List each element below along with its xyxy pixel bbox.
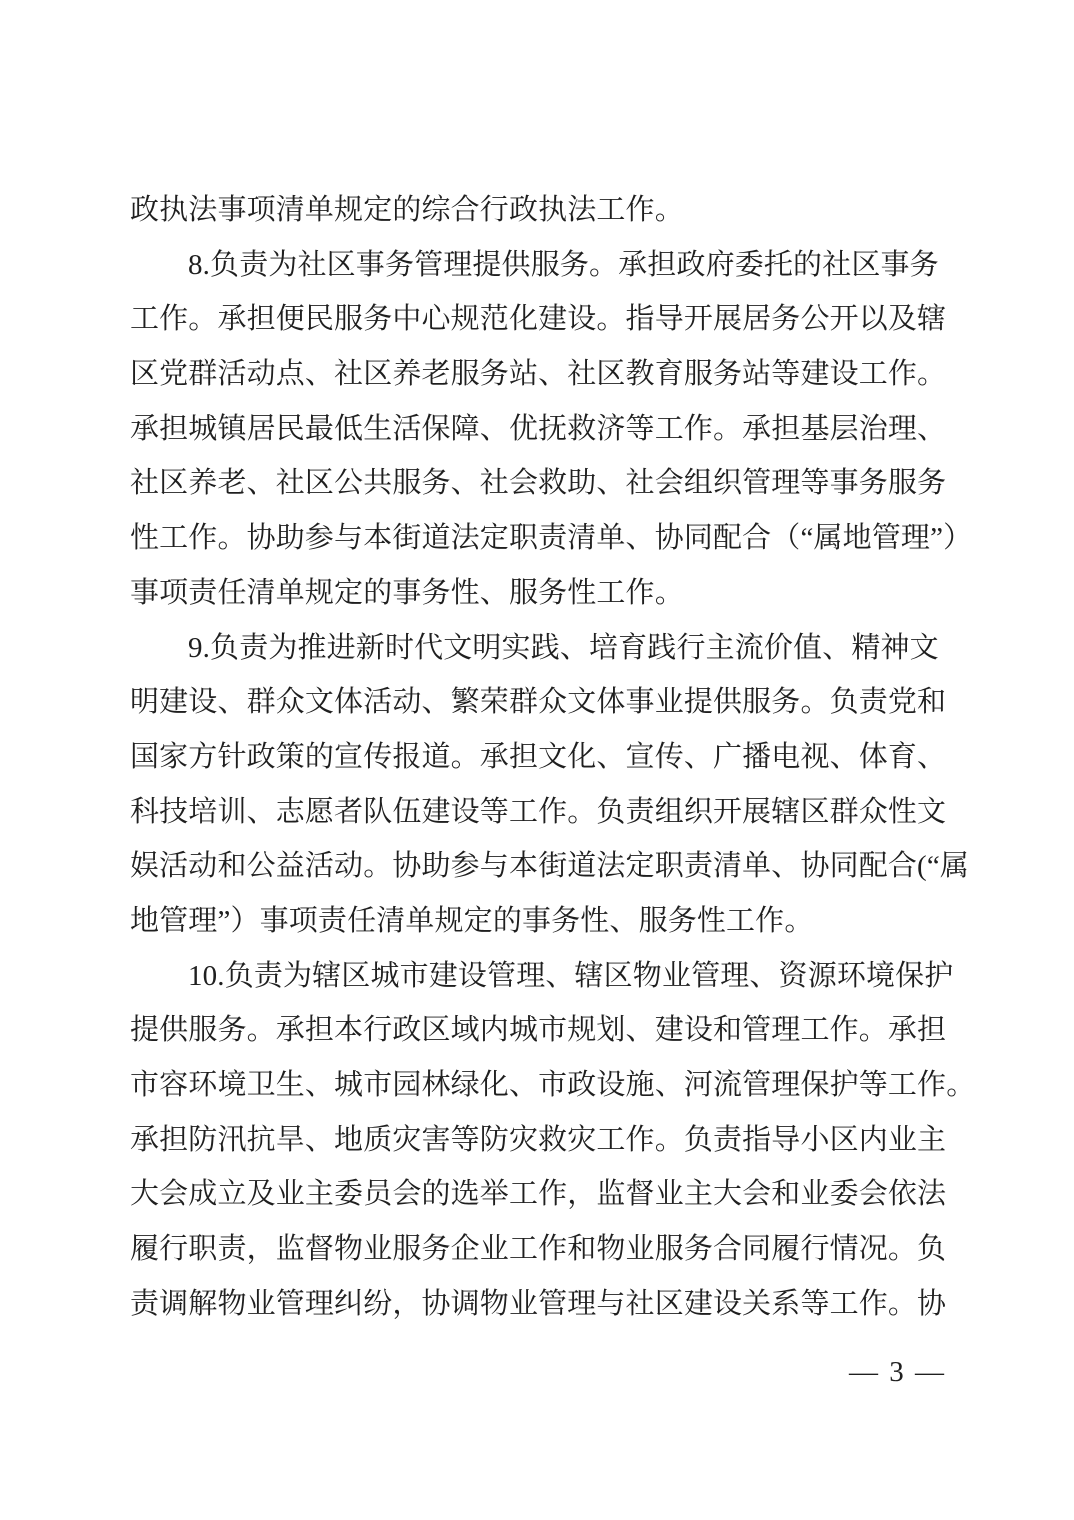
text-line: 提供服务。承担本行政区域内城市规划、建设和管理工作。承担 bbox=[130, 1014, 947, 1047]
text-line: 社区养老、社区公共服务、社会救助、社会组织管理等事务服务 bbox=[130, 467, 947, 500]
text-line: 政执法事项清单规定的综合行政执法工作。 bbox=[130, 194, 684, 226]
text-line: 大会成立及业主委员会的选举工作，监督业主大会和业委会依法 bbox=[130, 1178, 947, 1211]
text-line: 地管理”）事项责任清单规定的事务性、服务性工作。 bbox=[130, 904, 814, 937]
page-number: — 3 — bbox=[849, 1356, 946, 1388]
text-line: 履行职责，监督物业服务企业工作和物业服务合同履行情况。负 bbox=[130, 1233, 947, 1266]
text-line: 承担城镇居民最低生活保障、优抚救济等工作。承担基层治理、 bbox=[130, 412, 947, 445]
text-line: 10.负责为辖区城市建设管理、辖区物业管理、资源环境保护 bbox=[188, 959, 954, 992]
text-line: 责调解物业管理纠纷，协调物业管理与社区建设关系等工作。协 bbox=[130, 1287, 947, 1320]
text-line: 承担防汛抗旱、地质灾害等防灾救灾工作。负责指导小区内业主 bbox=[130, 1123, 947, 1156]
text-line: 性工作。协助参与本街道法定职责清单、协同配合（“属地管理”） bbox=[130, 522, 973, 555]
text-line: 8.负责为社区事务管理提供服务。承担政府委托的社区事务 bbox=[188, 248, 939, 281]
text-line: 娱活动和公益活动。协助参与本街道法定职责清单、协同配合(“属 bbox=[130, 850, 970, 883]
document-body bbox=[130, 183, 976, 1331]
text-line: 明建设、群众文体活动、繁荣群众文体事业提供服务。负责党和 bbox=[130, 686, 947, 719]
text-line: 区党群活动点、社区养老服务站、社区教育服务站等建设工作。 bbox=[130, 358, 947, 391]
text-line: 工作。承担便民服务中心规范化建设。指导开展居务公开以及辖 bbox=[130, 303, 947, 336]
text-line: 事项责任清单规定的事务性、服务性工作。 bbox=[130, 576, 684, 609]
text-line: 科技培训、志愿者队伍建设等工作。负责组织开展辖区群众性文 bbox=[130, 795, 947, 828]
text-line: 国家方针政策的宣传报道。承担文化、宣传、广播电视、体育、 bbox=[130, 740, 947, 773]
text-line: 市容环境卫生、城市园林绿化、市政设施、河流管理保护等工作。 bbox=[130, 1069, 976, 1101]
text-line: 9.负责为推进新时代文明实践、培育践行主流价值、精神文 bbox=[188, 631, 939, 664]
